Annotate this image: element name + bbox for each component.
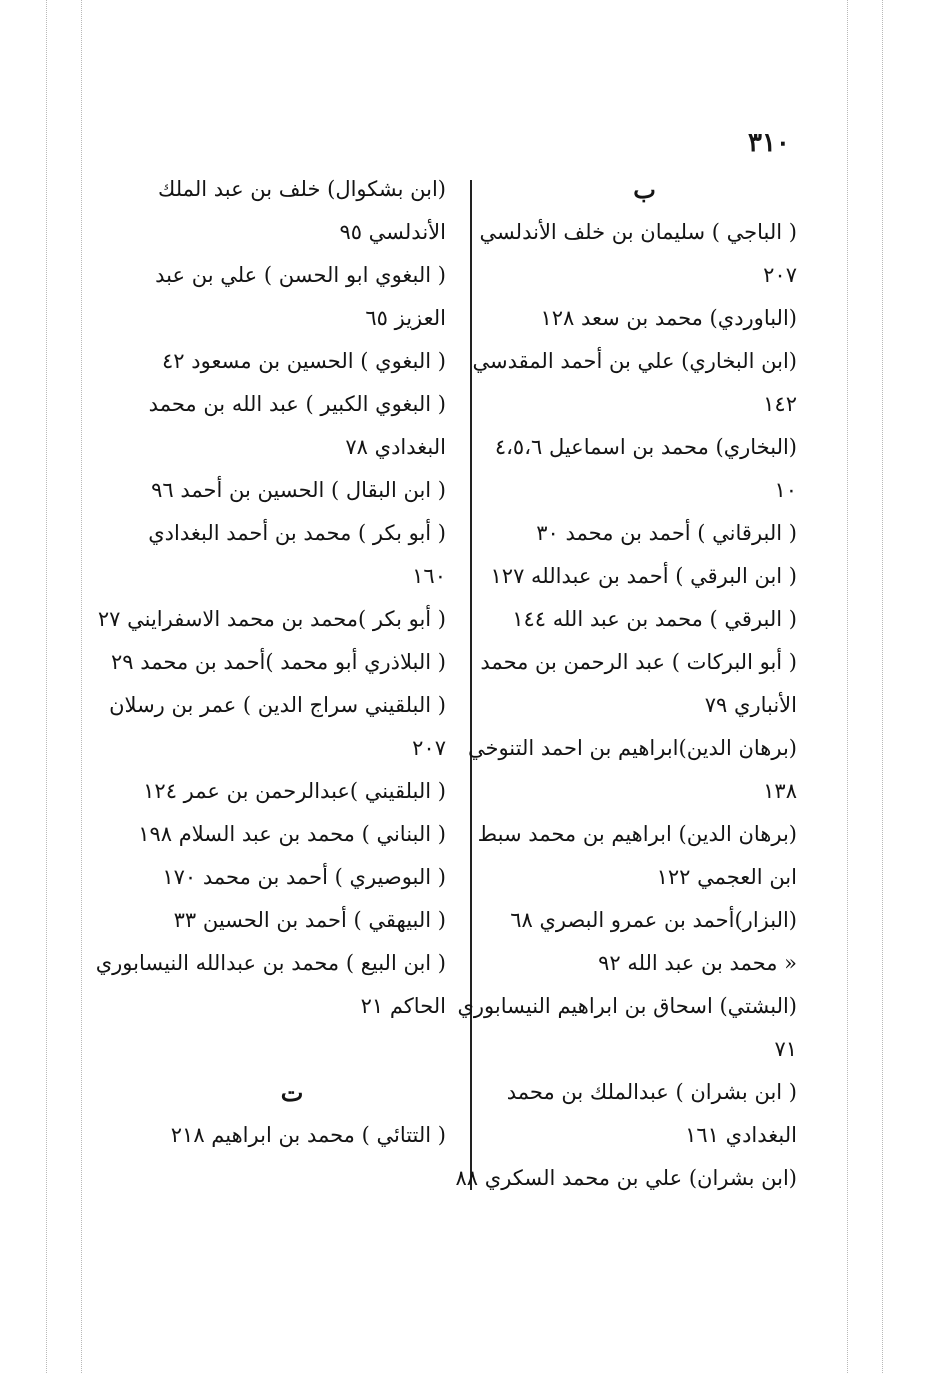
index-entry-line: ١٤٢	[763, 392, 797, 416]
index-entry-line: البغدادي ٧٨	[345, 435, 446, 459]
index-entry-line: الأنباري ٧٩	[704, 693, 797, 717]
index-entry-line: ( البغوي الكبير ) عبد الله بن محمد	[148, 392, 446, 416]
index-entry-line: ( البلاذري أبو محمد )أحمد بن محمد ٢٩	[111, 650, 446, 674]
margin-dotted-line	[847, 0, 848, 1373]
section-letter: ب	[633, 175, 656, 204]
index-entry-line: ( البغوي ابو الحسن ) علي بن عبد	[155, 263, 446, 287]
index-entry-line: الأندلسي ٩٥	[339, 220, 446, 244]
index-entry-line: ( ابن البيع ) محمد بن عبدالله النيسابوري	[95, 951, 446, 975]
index-entry-line: ١٠	[774, 478, 797, 502]
index-entry-line: (الباوردي) محمد بن سعد ١٢٨	[540, 306, 797, 330]
index-entry-line: ( أبو البركات ) عبد الرحمن بن محمد	[480, 650, 797, 674]
index-column-left	[95, 168, 446, 1157]
spacer	[138, 1028, 446, 1071]
index-entry-line: ٢٠٧	[412, 736, 446, 760]
index-entry-line: (البخاري) محمد بن اسماعيل ٤،٥،٦	[494, 435, 797, 459]
index-entry-line: البغدادي ١٦١	[685, 1123, 797, 1147]
margin-dotted-line	[81, 0, 82, 1373]
index-entry-line: ( أبو بكر ) محمد بن أحمد البغدادي	[148, 521, 446, 545]
index-entry-line: ( البرقاني ) أحمد بن محمد ٣٠	[536, 521, 797, 545]
index-entry-line: ( البغوي ) الحسين بن مسعود ٤٢	[162, 349, 446, 373]
index-entry-line: ( ابن البرقي ) أحمد بن عبدالله ١٢٧	[490, 564, 797, 588]
index-entry-line: ( البناني ) محمد بن عبد السلام ١٩٨	[138, 822, 446, 846]
index-entry-line: ( التتائي ) محمد بن ابراهيم ٢١٨	[170, 1123, 446, 1147]
index-entry-line: (ابن بشران) علي بن محمد السكري ٨٨	[455, 1166, 797, 1190]
margin-dotted-line	[46, 0, 47, 1373]
margin-dotted-line	[882, 0, 883, 1373]
index-entry-line: العزيز ٦٥	[365, 306, 446, 330]
index-entry-line: الحاكم ٢١	[360, 994, 446, 1018]
index-column-right	[455, 168, 797, 1200]
index-entry-line: ابن العجمي ١٢٢	[656, 865, 797, 889]
index-entry-line: ( البلقيني )عبدالرحمن بن عمر ١٢٤	[143, 779, 446, 803]
index-entry-line: ( ابن بشران ) عبدالملك بن محمد	[506, 1080, 797, 1104]
index-entry-line: ( ابن البقال ) الحسين بن أحمد ٩٦	[151, 478, 446, 502]
index-entry-line: « محمد بن عبد الله ٩٢	[598, 951, 797, 975]
index-entry-line: ( البرقي ) محمد بن عبد الله ١٤٤	[512, 607, 797, 631]
index-entry-line: ١٣٨	[763, 779, 797, 803]
index-entry-line: (ابن بشكوال) خلف بن عبد الملك	[158, 177, 446, 201]
index-entry-line: ( البوصيري ) أحمد بن محمد ١٧٠	[162, 865, 446, 889]
page-number: ٣١٠	[748, 128, 790, 158]
index-entry-line: (برهان الدين) ابراهيم بن محمد سبط	[477, 822, 797, 846]
index-entry-line: ٧١	[774, 1037, 797, 1061]
index-entry-line: ( البيهقي ) أحمد بن الحسين ٣٣	[173, 908, 446, 932]
index-entry-line: (البزار)أحمد بن عمرو البصري ٦٨	[510, 908, 797, 932]
index-entry-line: ( الباجي ) سليمان بن خلف الأندلسي	[479, 220, 797, 244]
column-divider	[470, 180, 472, 1190]
index-entry-line: ١٦٠	[412, 564, 446, 588]
index-entry-line: (البشتي) اسحاق بن ابراهيم النيسابوري	[457, 994, 797, 1018]
index-entry-line: (برهان الدين)ابراهيم بن احمد التنوخي	[467, 736, 797, 760]
section-letter: ت	[280, 1078, 304, 1107]
index-entry-line: ( البلقيني سراج الدين ) عمر بن رسلان	[109, 693, 446, 717]
index-entry-line: ٢٠٧	[763, 263, 797, 287]
index-entry-line: (ابن البخاري) علي بن أحمد المقدسي	[472, 349, 797, 373]
index-entry-line: ( أبو بكر )محمد بن محمد الاسفرايني ٢٧	[97, 607, 446, 631]
